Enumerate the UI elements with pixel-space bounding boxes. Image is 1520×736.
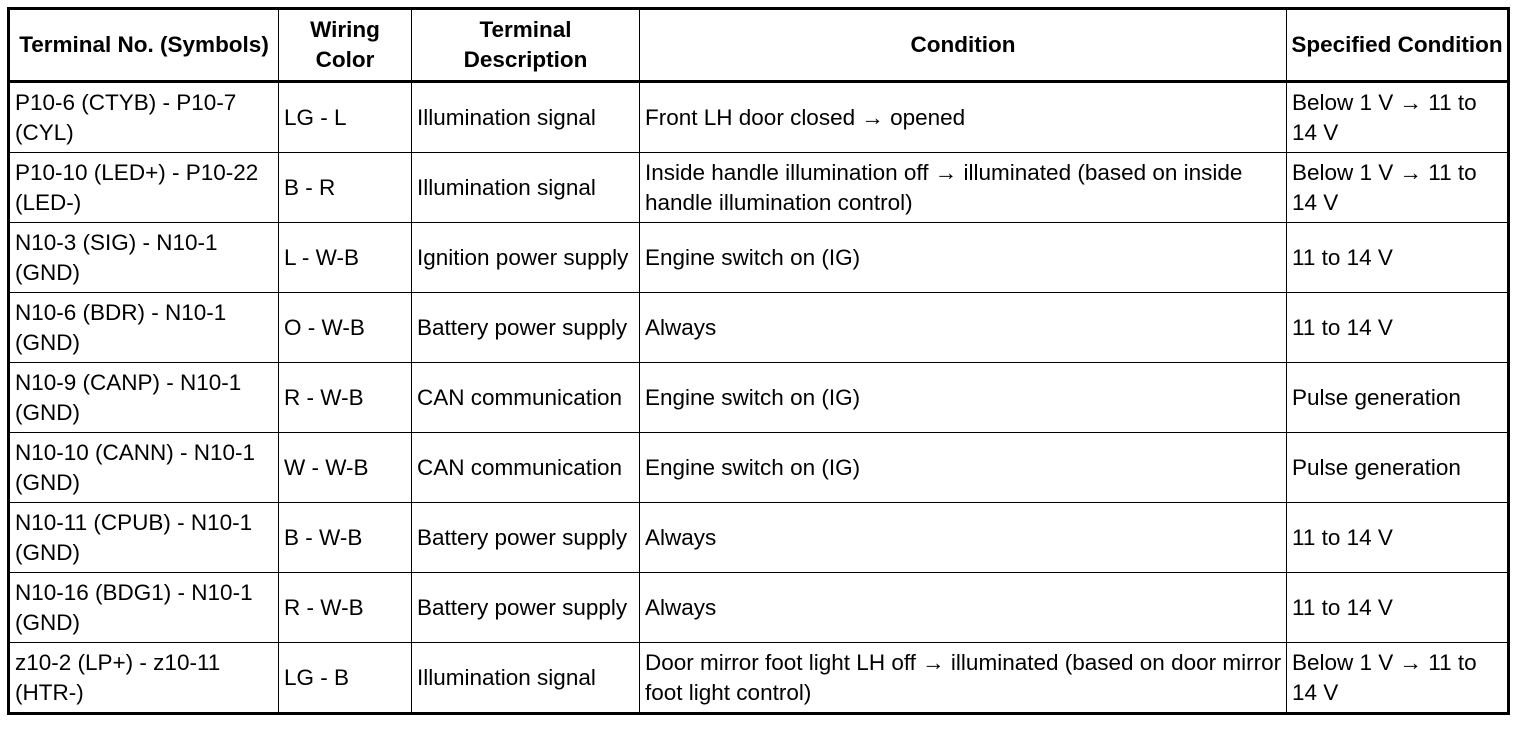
cell-specified-condition: Pulse generation xyxy=(1287,363,1509,433)
cell-wiring-color: R - W-B xyxy=(279,363,412,433)
cell-terminal-description: Battery power supply xyxy=(412,293,640,363)
cell-wiring-color: B - R xyxy=(279,153,412,223)
header-specified-condition: Specified Condition xyxy=(1287,9,1509,82)
cell-condition: Door mirror foot light LH off → illuminated (based on door mirror foot light control) xyxy=(640,643,1287,714)
cell-wiring-color: L - W-B xyxy=(279,223,412,293)
cell-specified-condition: 11 to 14 V xyxy=(1287,223,1509,293)
cell-wiring-color: W - W-B xyxy=(279,433,412,503)
cell-terminal-no: N10-11 (CPUB) - N10-1 (GND) xyxy=(9,503,279,573)
cell-wiring-color: R - W-B xyxy=(279,573,412,643)
header-terminal-description: Terminal Description xyxy=(412,9,640,82)
table-row xyxy=(9,153,1509,223)
cell-condition: Engine switch on (IG) xyxy=(640,433,1287,503)
cell-terminal-description: CAN communication xyxy=(412,363,640,433)
table-row xyxy=(9,643,1509,714)
cell-condition: Engine switch on (IG) xyxy=(640,363,1287,433)
table-row xyxy=(9,433,1509,503)
cell-terminal-description: Illumination signal xyxy=(412,153,640,223)
cell-specified-condition: 11 to 14 V xyxy=(1287,503,1509,573)
table-row xyxy=(9,573,1509,643)
cell-terminal-no: z10-2 (LP+) - z10-11 (HTR-) xyxy=(9,643,279,714)
table-row xyxy=(9,503,1509,573)
cell-wiring-color: LG - L xyxy=(279,82,412,153)
cell-specified-condition: Pulse generation xyxy=(1287,433,1509,503)
cell-wiring-color: O - W-B xyxy=(279,293,412,363)
header-condition: Condition xyxy=(640,9,1287,82)
cell-condition: Front LH door closed → opened xyxy=(640,82,1287,153)
cell-condition: Inside handle illumination off → illuminated (based on inside handle illumination control) xyxy=(640,153,1287,223)
cell-condition: Always xyxy=(640,503,1287,573)
cell-terminal-no: P10-6 (CTYB) - P10-7 (CYL) xyxy=(9,82,279,153)
table-body xyxy=(9,82,1509,714)
table-row xyxy=(9,223,1509,293)
cell-specified-condition: 11 to 14 V xyxy=(1287,573,1509,643)
table-row xyxy=(9,82,1509,153)
header-row xyxy=(9,9,1509,82)
table-row xyxy=(9,293,1509,363)
cell-terminal-description: Illumination signal xyxy=(412,643,640,714)
cell-terminal-description: Battery power supply xyxy=(412,573,640,643)
table-header xyxy=(9,9,1509,82)
cell-terminal-description: Battery power supply xyxy=(412,503,640,573)
cell-specified-condition: 11 to 14 V xyxy=(1287,293,1509,363)
cell-terminal-description: Ignition power supply xyxy=(412,223,640,293)
header-terminal-no: Terminal No. (Symbols) xyxy=(9,9,279,82)
cell-specified-condition: Below 1 V → 11 to 14 V xyxy=(1287,82,1509,153)
cell-terminal-no: P10-10 (LED+) - P10-22 (LED-) xyxy=(9,153,279,223)
cell-terminal-no: N10-10 (CANN) - N10-1 (GND) xyxy=(9,433,279,503)
cell-wiring-color: B - W-B xyxy=(279,503,412,573)
terminal-table xyxy=(7,7,1510,715)
table-row xyxy=(9,363,1509,433)
cell-terminal-no: N10-6 (BDR) - N10-1 (GND) xyxy=(9,293,279,363)
cell-wiring-color: LG - B xyxy=(279,643,412,714)
header-wiring-color: Wiring Color xyxy=(279,9,412,82)
cell-specified-condition: Below 1 V → 11 to 14 V xyxy=(1287,153,1509,223)
cell-terminal-description: CAN communication xyxy=(412,433,640,503)
cell-condition: Always xyxy=(640,293,1287,363)
cell-condition: Engine switch on (IG) xyxy=(640,223,1287,293)
cell-terminal-description: Illumination signal xyxy=(412,82,640,153)
cell-terminal-no: N10-9 (CANP) - N10-1 (GND) xyxy=(9,363,279,433)
cell-terminal-no: N10-16 (BDG1) - N10-1 (GND) xyxy=(9,573,279,643)
cell-specified-condition: Below 1 V → 11 to 14 V xyxy=(1287,643,1509,714)
cell-condition: Always xyxy=(640,573,1287,643)
cell-terminal-no: N10-3 (SIG) - N10-1 (GND) xyxy=(9,223,279,293)
